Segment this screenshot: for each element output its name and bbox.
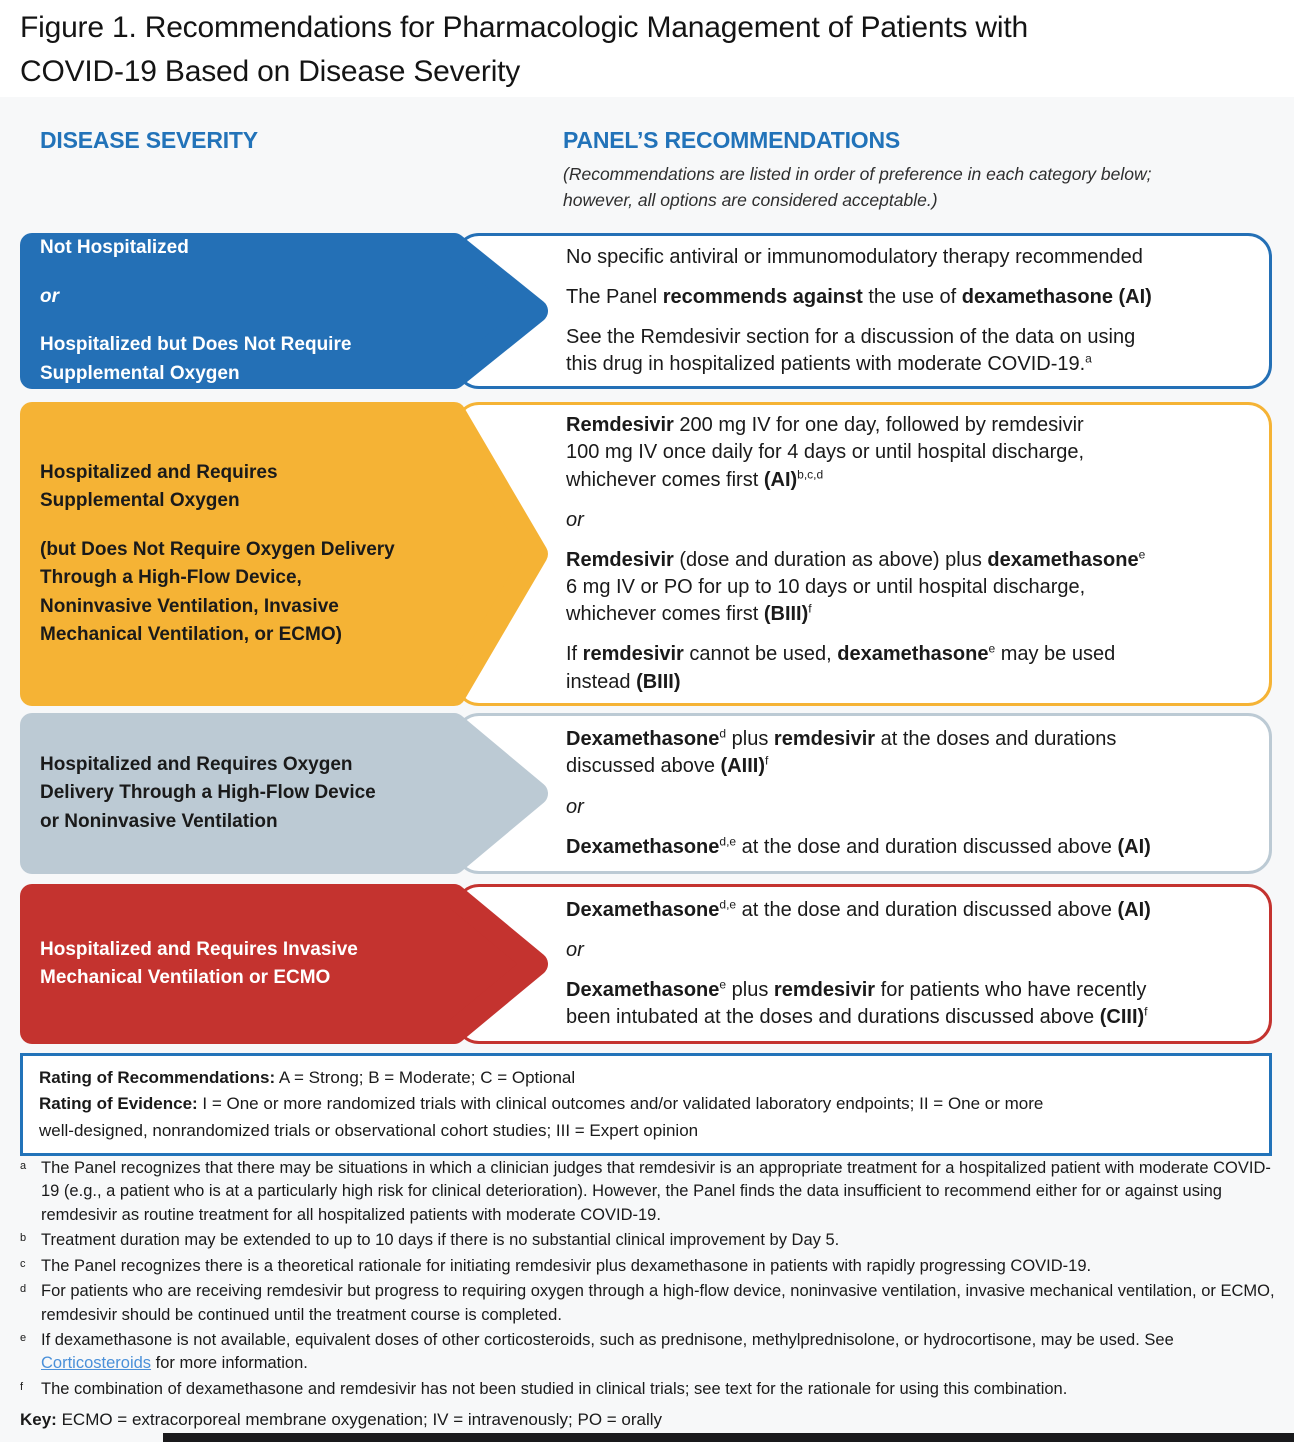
- footnote-text: Treatment duration may be extended to up to 10 days if there is no substantial clinical improvement by Day 5.: [41, 1231, 840, 1250]
- footnotes: [20, 1157, 1276, 1432]
- paragraph: If remdesivir cannot be used, dexamethasone$^e$ may be used instead (BIII): [566, 641, 1116, 693]
- rating-legend-box: [20, 1053, 1272, 1156]
- footnote-marker: c: [20, 1257, 26, 1270]
- paragraph: Dexamethasone$^{d,e}$ at the dose and duration discussed above (AI): [566, 834, 1151, 858]
- severity-row-ventilation-ecmo: [0, 884, 1294, 1044]
- footnote-a: [20, 1157, 1276, 1227]
- paragraph: Rating of Evidence: I = One or more randomized trials with clinical outcomes and/or validated laboratory endpoints; II = One or more well-designed, nonrandomized trials or observational cohort studies; III = Expert opinion: [39, 1094, 1044, 1140]
- recommendations-note: (Recommendations are listed in order of preference in each category below; however, all options are considered acceptable.): [563, 164, 1152, 211]
- footnote-list: [20, 1157, 1276, 1401]
- footnote-d: [20, 1280, 1276, 1327]
- panels-recommendations-header: PANEL’S RECOMMENDATIONS: [563, 127, 901, 153]
- paragraph: or: [40, 285, 59, 307]
- footnote-marker: d: [20, 1283, 27, 1296]
- footnote-marker: a: [20, 1160, 27, 1172]
- severity-label-high-flow: [40, 713, 470, 874]
- severity-rows: [0, 233, 1294, 1044]
- severity-row-supplemental-oxygen: [0, 402, 1294, 706]
- severity-label-supplemental-oxygen: [40, 402, 470, 706]
- figure-area: [0, 97, 1294, 1442]
- footnote-f: [20, 1378, 1276, 1401]
- recommendations-box-not-hospitalized: [455, 233, 1272, 389]
- paragraph: Dexamethasone$^e$ plus remdesivir for patients who have recently been intubated at the doses and durations discussed above (CIII)$^f$: [566, 977, 1148, 1029]
- paragraph: Rating of Recommendations: A = Strong; B = Moderate; C = Optional: [39, 1068, 576, 1087]
- footnote-c: [20, 1255, 1276, 1278]
- paragraph: Hospitalized and Requires Invasive Mechanical Ventilation or ECMO: [40, 938, 358, 988]
- paragraph: Dexamethasone$^d$ plus remdesivir at the doses and durations discussed above (AIII)$^f$: [566, 726, 1117, 778]
- severity-row-not-hospitalized: [0, 233, 1294, 389]
- footnote-b: [20, 1229, 1276, 1252]
- severity-label-ventilation-ecmo: [40, 884, 470, 1044]
- footnote-text: The Panel recognizes that there may be situations in which a clinician judges that remdesivir is an appropriate treatment for a hospitalized patient with moderate COVID-19 (e.g., a patient who is at a particularly high risk for clinical deterioration). However, the Panel finds the data insufficient to recommend either for or against using remdesivir as routine treatment for all hospitalized patients with moderate COVID-19.: [41, 1159, 1271, 1224]
- footnote-marker: b: [20, 1232, 27, 1245]
- paragraph: No specific antiviral or immunomodulatory therapy recommended: [566, 245, 1143, 268]
- paragraph: Remdesivir (dose and duration as above) plus dexamethasone$^e$ 6 mg IV or PO for up to 10 days or until hospital discharge, whichever comes first (BIII)$^f$: [566, 547, 1146, 626]
- footnote-text: The combination of dexamethasone and remdesivir has not been studied in clinical trials; see text for the rationale for using this combination.: [41, 1379, 1068, 1398]
- footnote-text: The Panel recognizes there is a theoretical rationale for initiating remdesivir plus dexamethasone in patients with rapidly progressing COVID-19.: [41, 1256, 1092, 1275]
- recommendations-box-ventilation-ecmo: [455, 884, 1272, 1044]
- key-line: Key: ECMO = extracorporeal membrane oxygenation; IV = intravenously; PO = orally: [20, 1410, 663, 1430]
- paragraph: Hospitalized and Requires Supplemental Oxygen: [40, 461, 278, 511]
- paragraph: Remdesivir 200 mg IV for one day, followed by remdesivir 100 mg IV once daily for 4 days or until hospital discharge, whichever comes first (AI)$^{b,c,d}$: [566, 414, 1085, 491]
- figure-title: Figure 1. Recommendations for Pharmacologic Management of Patients with COVID-19 Based on Disease Severity: [20, 11, 1028, 89]
- footnote-marker: f: [20, 1380, 24, 1393]
- paragraph: (but Does Not Require Oxygen Delivery Through a High-Flow Device, Noninvasive Ventilation, Invasive Mechanical Ventilation, or ECMO): [40, 538, 395, 645]
- paragraph: Hospitalized but Does Not Require Supplemental Oxygen: [40, 334, 352, 384]
- paragraph: or: [566, 508, 584, 531]
- severity-row-high-flow: [0, 713, 1294, 874]
- footnote-marker: e: [20, 1331, 27, 1344]
- paragraph: Dexamethasone$^{d,e}$ at the dose and duration discussed above (AI): [566, 896, 1151, 921]
- paragraph: or: [566, 938, 584, 961]
- paragraph: The Panel recommends against the use of dexamethasone (AI): [566, 285, 1152, 308]
- corticosteroids-link[interactable]: Corticosteroids: [41, 1354, 152, 1373]
- paragraph: or: [566, 795, 584, 818]
- severity-label-not-hospitalized: [40, 233, 470, 389]
- disease-severity-header: DISEASE SEVERITY: [40, 127, 258, 153]
- recommendations-box-supplemental-oxygen: [455, 402, 1272, 706]
- footnote-e: [20, 1329, 1276, 1376]
- footnote-text: For patients who are receiving remdesivir but progress to requiring oxygen through a high-flow device, noninvasive ventilation, invasive mechanical ventilation, or ECMO, remdesivir should be continued until the treatment course is completed.: [41, 1282, 1275, 1324]
- paragraph: See the Remdesivir section for a discussion of the data on using this drug in hospitalized patients with moderate COVID-19.$^a$: [566, 326, 1136, 376]
- paragraph: Not Hospitalized: [40, 237, 189, 258]
- recommendations-box-high-flow: [455, 713, 1272, 874]
- paragraph: Hospitalized and Requires Oxygen Delivery Through a High-Flow Device or Noninvasive Ventilation: [40, 753, 376, 832]
- footnote-text: If dexamethasone is not available, equivalent doses of other corticosteroids, such as prednisone, methylprednisolone, or hydrocortisone, may be used. See Corticosteroids for more information.: [41, 1330, 1174, 1373]
- bottom-edge-bar: [163, 1433, 1294, 1442]
